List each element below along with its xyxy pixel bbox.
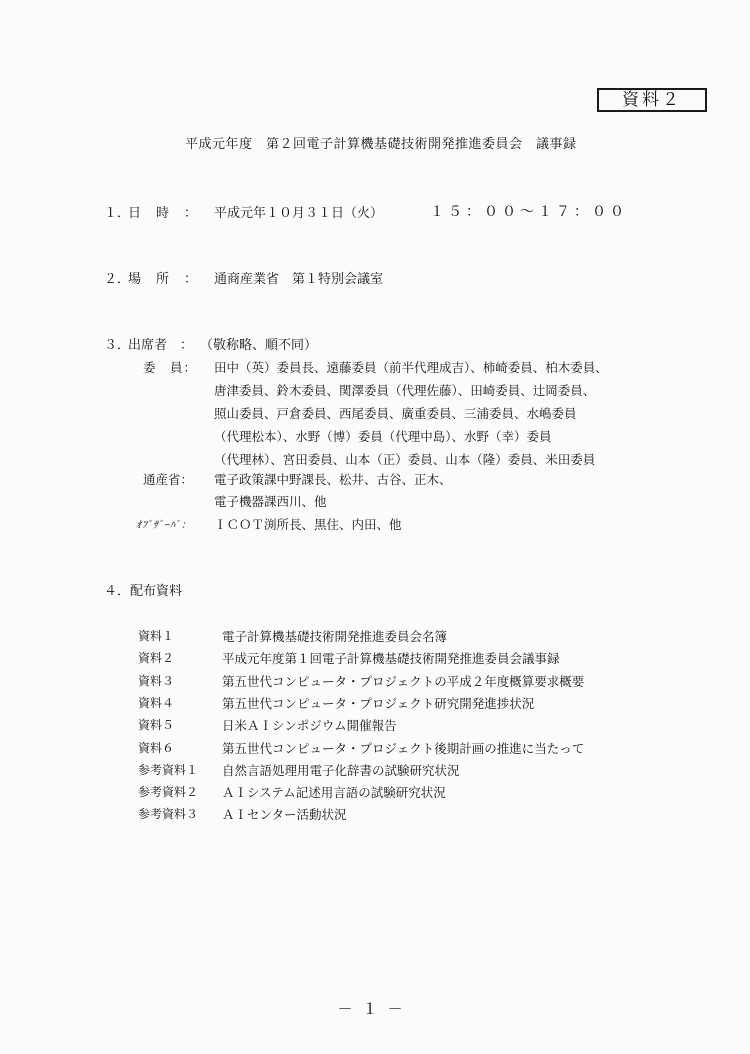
meeting-time: １５：００～１７：００ [430, 204, 628, 220]
material-title: 第五世代コンピュータ・プロジェクト後期計画の推進に当たって [222, 741, 585, 756]
material-title: 電子計算機基礎技術開発推進委員会名簿 [222, 629, 448, 644]
committee-line: 田中（英）委員長、遠藤委員（前半代理成吉）、柿崎委員、柏木委員、 [214, 360, 608, 375]
committee-line: （代理林）、宮田委員、山本（正）委員、山本（隆）委員、米田委員 [214, 452, 596, 467]
material-title: 日米ＡＩシンポジウム開催報告 [222, 718, 397, 733]
observer-line: ＩＣＯＴ渕所長、黒住、内田、他 [214, 517, 402, 532]
section3-label: 出席者 ： [128, 338, 194, 353]
material-label: 資料５ [138, 718, 175, 732]
material-title: 第五世代コンピュータ・プロジェクトの平成２年度概算要求概要 [222, 674, 585, 689]
committee-label: 委 員： [143, 360, 198, 375]
material-label: 参考資料１ [138, 763, 199, 777]
section4-heading: ４．配布資料 [104, 584, 183, 599]
section3-number: ３． [104, 338, 131, 353]
attendee-note: （敬称略、順不同） [200, 338, 318, 353]
section1-number: １． [104, 206, 131, 221]
miti-line: 電子政策課中野課長、松井、古谷、正木、 [214, 472, 452, 487]
miti-line: 電子機器課西川、他 [214, 494, 327, 509]
page-number: －１－ [337, 1000, 413, 1018]
material-label: 資料１ [138, 629, 175, 643]
material-title: ＡＩシステム記述用言語の試験研究状況 [222, 785, 446, 800]
meeting-date: 平成元年１０月３１日（火） [214, 206, 384, 221]
miti-label: 通産省： [143, 472, 194, 487]
material-label: 資料２ [138, 651, 175, 665]
section2-number: ２． [104, 272, 131, 287]
material-label: 参考資料３ [138, 807, 199, 821]
document-title: 平成元年度 第２回電子計算機基礎技術開発推進委員会 議事録 [185, 137, 577, 152]
material-title: 自然言語処理用電子化辞書の試験研究状況 [222, 763, 460, 778]
material-label: 資料４ [138, 696, 175, 710]
material-label: 参考資料２ [138, 785, 199, 799]
section2-label: 場 所 ： [128, 272, 199, 287]
material-label: 資料３ [138, 674, 175, 688]
material-title: ＡＩセンター活動状況 [222, 807, 347, 822]
observer-label: ｵﾌﾞｻﾞｰﾊﾞ： [136, 520, 192, 531]
material-title: 第五世代コンピュータ・プロジェクト研究開発進捗状況 [222, 696, 535, 711]
material-title: 平成元年度第１回電子計算機基礎技術開発推進委員会議事録 [222, 651, 560, 666]
section1-label: 日 時 ： [128, 206, 199, 221]
meeting-place: 通商産業省 第１特別会議室 [214, 272, 384, 287]
committee-line: （代理松本）、水野（博）委員（代理中島）、水野（幸）委員 [214, 429, 552, 444]
document-stamp: 資料２ [597, 88, 707, 112]
committee-line: 唐津委員、鈴木委員、関澤委員（代理佐藤）、田崎委員、辻岡委員、 [214, 383, 596, 398]
material-label: 資料６ [138, 741, 175, 755]
committee-line: 照山委員、戸倉委員、西尾委員、廣重委員、三浦委員、水嶋委員 [214, 406, 577, 421]
